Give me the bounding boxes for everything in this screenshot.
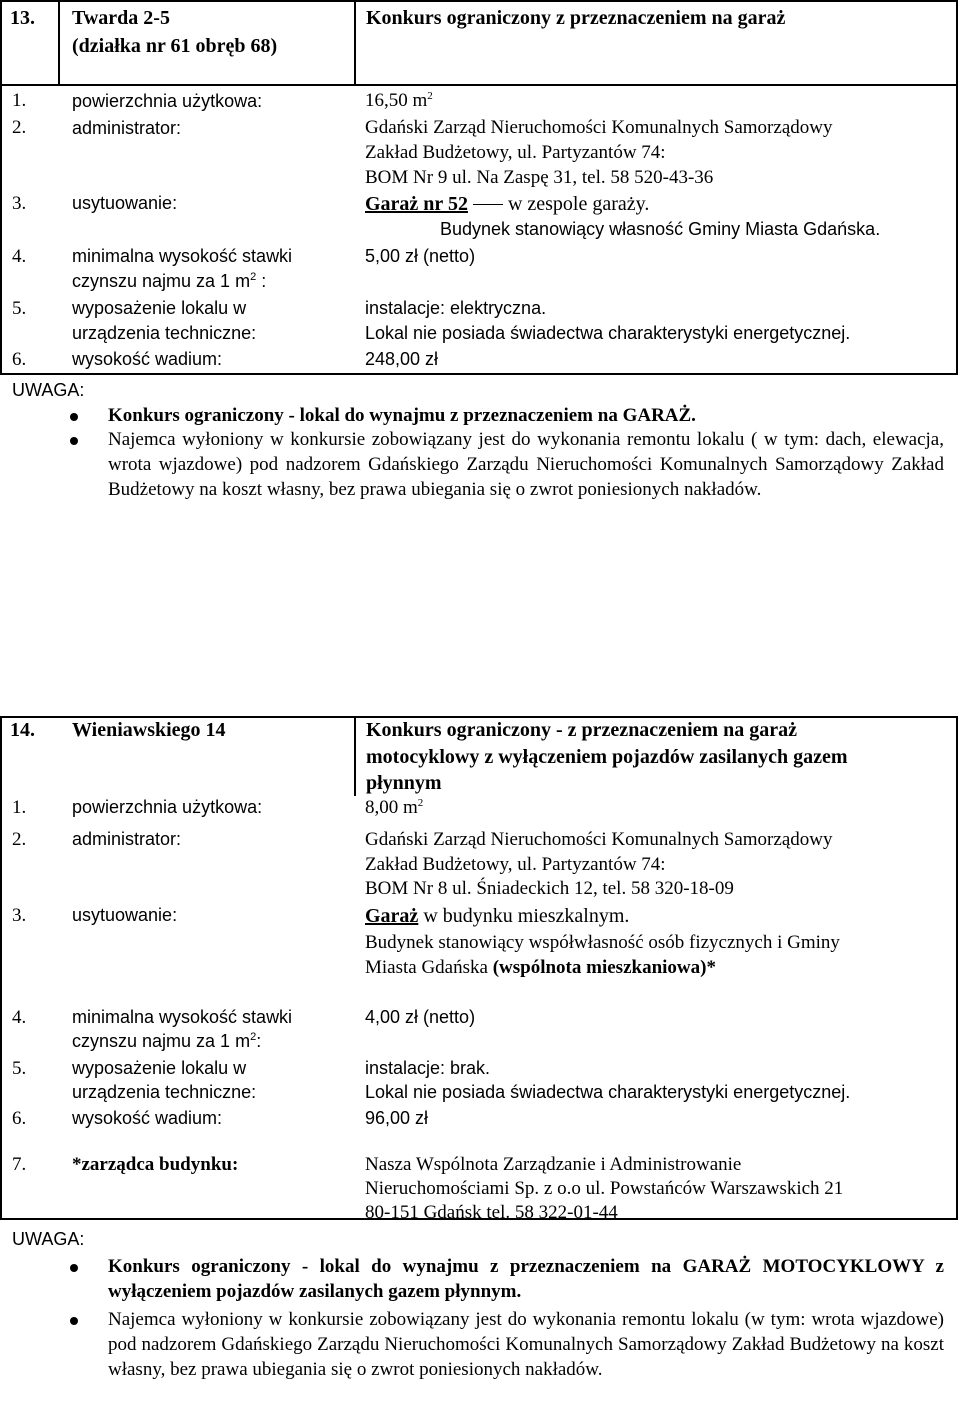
item13-equipment-label-line1: wyposażenie lokalu w (72, 298, 247, 318)
item13-area-label: powierzchnia użytkowa: (72, 91, 263, 111)
item14-equipment-label-line1: wyposażenie lokalu w (72, 1058, 247, 1078)
item14-administrator-line3: BOM Nr 8 ul. Śniadeckich 12, tel. 58 320-18-09 (365, 878, 734, 899)
item14-row3-number: 3. (12, 905, 27, 926)
item13-installations: instalacje: elektryczna. (365, 298, 547, 318)
item14-row4-number: 4. (12, 1007, 27, 1028)
item13-administrator-label: administrator: (72, 118, 182, 138)
item14-building-manager-line2: Nieruchomościami Sp. z o.o ul. Powstańców Warszawskich 21 (365, 1178, 844, 1199)
item13-address-line1: Twarda 2-5 (72, 7, 170, 29)
item14-min-rent-label-line1: minimalna wysokość stawki (72, 1007, 293, 1027)
item14-note-heading: UWAGA: (12, 1229, 85, 1249)
item14-deposit-value: 96,00 zł (365, 1108, 429, 1128)
item13-building-ownership: Budynek stanowiący własność Gminy Miasta Gdańska. (440, 219, 881, 239)
item14-building-ownership-line2: Miasta Gdańska (wspólnota mieszkaniowa)* (365, 957, 716, 978)
item13-location-value: Garaż nr 52 w zespole garaży. (365, 193, 650, 215)
item14-row5-number: 5. (12, 1058, 27, 1079)
item14-equipment-label-line2: urządzenia techniczne: (72, 1082, 257, 1102)
item14-row1-number: 1. (12, 797, 27, 818)
item14-address: Wieniawskiego 14 (72, 719, 226, 741)
item14-row2-number: 2. (12, 829, 27, 850)
bullet-icon (70, 437, 78, 445)
item14-building-manager-line3: 80-151 Gdańsk tel. 58 322-01-44 (365, 1202, 618, 1223)
item13-row4-number: 4. (12, 246, 27, 267)
item13-area-value: 16,50 $m^2$ (365, 90, 433, 111)
item14-title-line3: płynnym (366, 772, 442, 794)
item13-row3-number: 3. (12, 193, 27, 214)
item13-administrator-line1: Gdański Zarząd Nieruchomości Komunalnych Samorządowy (365, 117, 833, 138)
item14-title-line2: motocyklowy z wyłączeniem pojazdów zasilanych gazem (366, 746, 848, 768)
item13-min-rent-label-line1: minimalna wysokość stawki (72, 246, 293, 266)
item14-administrator-line1: Gdański Zarząd Nieruchomości Komunalnych Samorządowy (365, 829, 833, 850)
bullet-icon (70, 1264, 78, 1272)
item14-building-manager-line1: Nasza Wspólnota Zarządzanie i Administrowanie (365, 1154, 742, 1175)
item13-title: Konkurs ograniczony z przeznaczeniem na garaż (366, 7, 786, 29)
item13-min-rent-label-line2: czynszu najmu za 1 $m^2$ : (72, 271, 267, 291)
item13-number: 13. (10, 7, 35, 29)
item14-row6-number: 6. (12, 1108, 27, 1129)
item14-note-bullet2: Najemca wyłoniony w konkursie zobowiązany jest do wykonania remontu lokalu (w tym: wrota wjazdowe) pod nadzorem Gdańskiego Zarządu Nieruchomości Komunalnych Samorządowy Zakład Budżetowy na koszt własny, bez prawa ubiegania się o zwrot poniesionych nakładów. (108, 1309, 944, 1380)
item13-administrator-line2: Zakład Budżetowy, ul. Partyzantów 74: (365, 142, 666, 163)
item14-number: 14. (10, 719, 35, 741)
item14-area-label: powierzchnia użytkowa: (72, 797, 263, 817)
item13-note-heading: UWAGA: (12, 380, 85, 400)
item13-location-label: usytuowanie: (72, 193, 178, 213)
item13-energy-certificate: Lokal nie posiada świadectwa charakterystyki energetycznej. (365, 323, 851, 343)
item14-min-rent-label-line2: czynszu najmu za 1 $m^2$: (72, 1031, 262, 1051)
item14-area-value: 8,00 $m^2$ (365, 797, 424, 818)
bullet-icon (70, 413, 78, 421)
item13-administrator-line3: BOM Nr 9 ul. Na Zaspę 31, tel. 58 520-43-36 (365, 167, 714, 188)
bullet-icon (70, 1317, 78, 1325)
item14-location-value: Garaż w budynku mieszkalnym. (365, 905, 630, 927)
item13-row6-number: 6. (12, 349, 27, 370)
item13-deposit-value: 248,00 zł (365, 349, 439, 369)
item14-energy-certificate: Lokal nie posiada świadectwa charakterystyki energetycznej. (365, 1082, 851, 1102)
item13-row5-number: 5. (12, 298, 27, 319)
item14-deposit-label: wysokość wadium: (72, 1108, 223, 1128)
item13-equipment-label-line2: urządzenia techniczne: (72, 323, 257, 343)
item13-min-rent-value: 5,00 zł (netto) (365, 246, 476, 266)
item14-administrator-label: administrator: (72, 829, 182, 849)
item13-deposit-label: wysokość wadium: (72, 349, 223, 369)
item13-note-bullet2: Najemca wyłoniony w konkursie zobowiązany jest do wykonania remontu lokalu ( w tym: dach, elewacja, wrota wjazdowe) pod nadzorem Gdańskiego Zarządu Nieruchomości Komunalnych Samorządowy Zakład Budżetowy na koszt własny, bez prawa ubiegania się o zwrot poniesionych nakładów. (108, 429, 944, 500)
item13-row1-number: 1. (12, 90, 27, 111)
item14-note-bullet1: Konkurs ograniczony - lokal do wynajmu z przeznaczeniem na GARAŻ MOTOCYKLOWY z wyłączeniem pojazdów zasilanych gazem płynnym. (108, 1256, 944, 1302)
item14-installations: instalacje: brak. (365, 1058, 491, 1078)
item14-building-ownership-line1: Budynek stanowiący współwłasność osób fizycznych i Gminy (365, 932, 840, 953)
item13-note-bullet1: Konkurs ograniczony - lokal do wynajmu z przeznaczeniem na GARAŻ. (108, 405, 696, 426)
item14-row7-number: 7. (12, 1154, 27, 1175)
item13-row2-number: 2. (12, 117, 27, 138)
item14-title-line1: Konkurs ograniczony - z przeznaczeniem na garaż (366, 719, 798, 741)
item14-location-label: usytuowanie: (72, 905, 178, 925)
item14-administrator-line2: Zakład Budżetowy, ul. Partyzantów 74: (365, 854, 666, 875)
item13-address-line2: (działka nr 61 obręb 68) (72, 35, 278, 57)
item14-min-rent-value: 4,00 zł (netto) (365, 1007, 476, 1027)
item14-building-manager-label: *zarządca budynku: (72, 1154, 239, 1175)
